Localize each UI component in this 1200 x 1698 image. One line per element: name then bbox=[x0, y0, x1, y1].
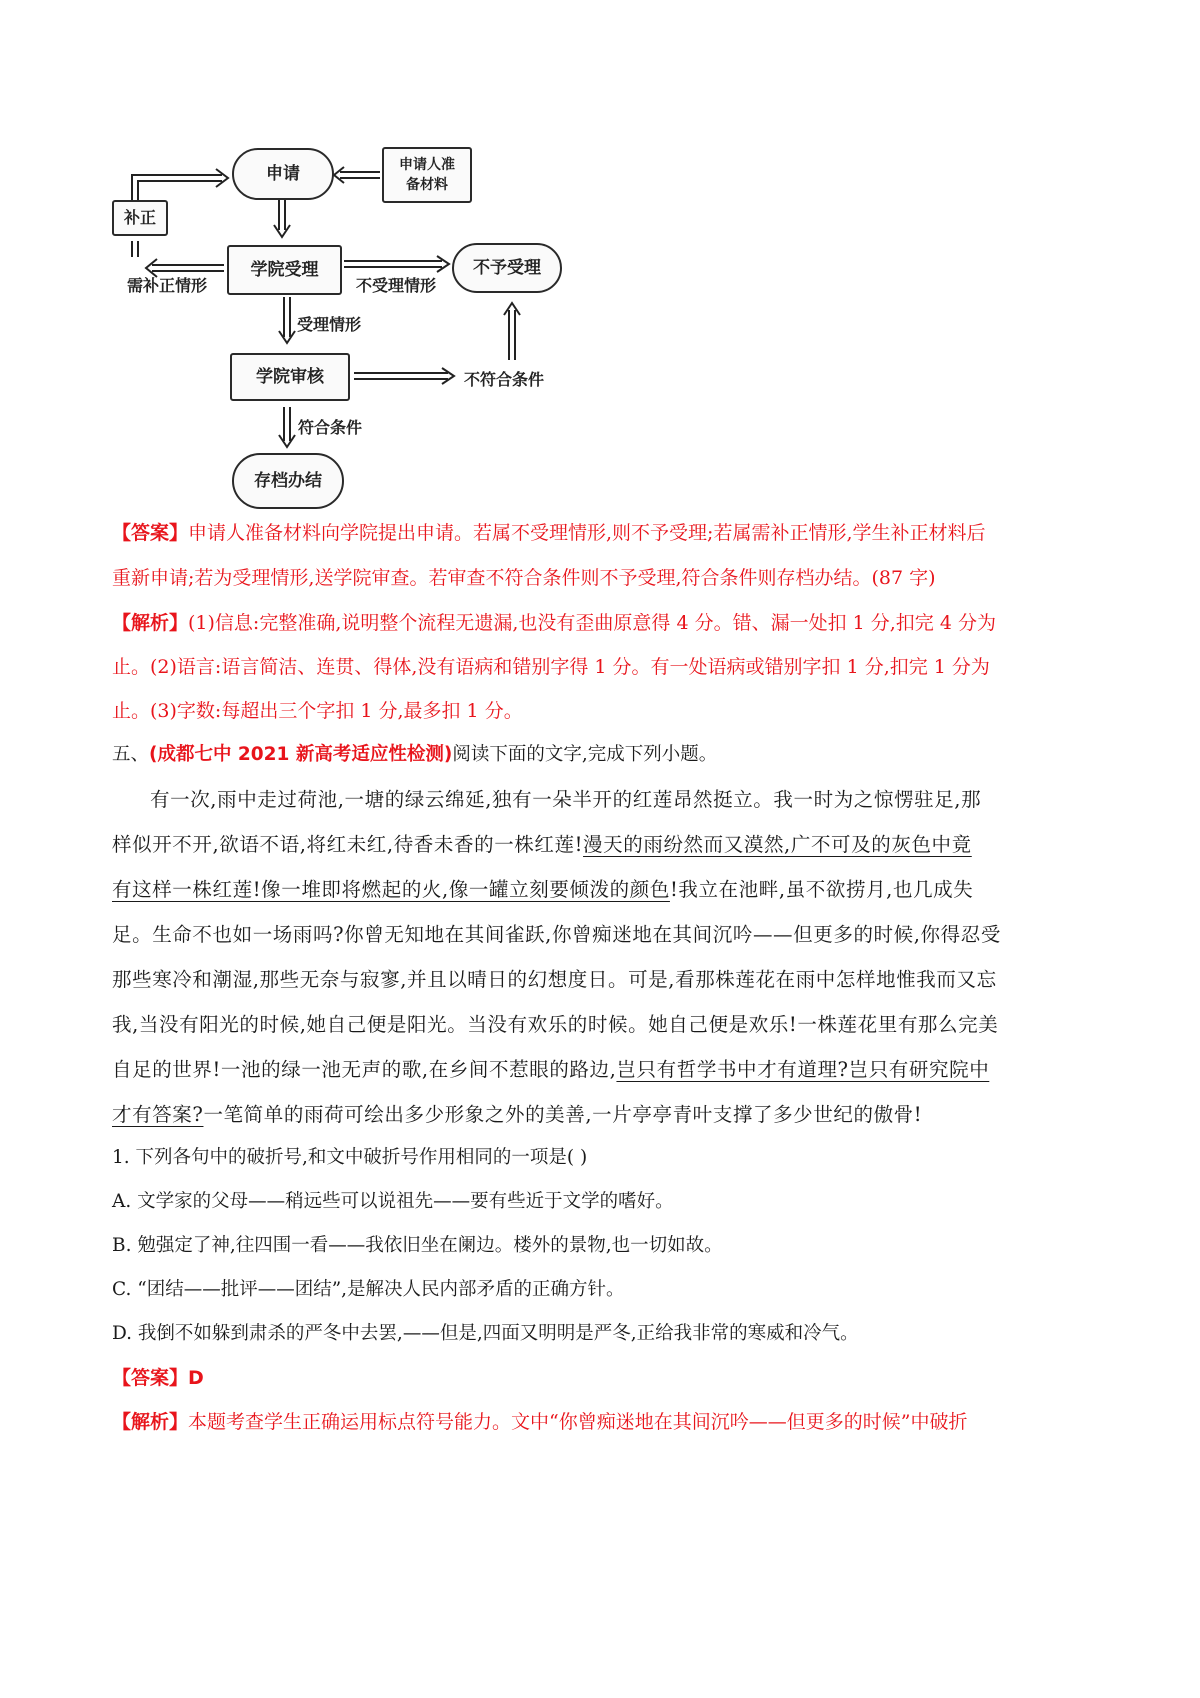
analysis2-line bbox=[112, 1407, 967, 1434]
passage-line-1: 有一次,雨中走过荷池,一塘的绿云绵延,独有一朵半开的红莲昂然挺立。我一时为之惊愣驻足,那 bbox=[150, 788, 982, 811]
option-d: D. 我倒不如躲到肃杀的严冬中去罢,——但是,四面又明明是严冬,正给我非常的寒威和冷气。 bbox=[112, 1323, 859, 1344]
node-prepare-materials bbox=[382, 147, 472, 203]
node-correct: 补正 bbox=[112, 200, 168, 236]
label-not-qualified: 不符合条件 bbox=[464, 370, 545, 389]
answer-line-1 bbox=[112, 518, 986, 545]
arrow-review-to-archive bbox=[279, 407, 295, 447]
node-prepare-line1: 申请人准 bbox=[399, 156, 455, 173]
arrow-correct-up bbox=[132, 241, 138, 257]
arrow-notqualified-to-reject bbox=[504, 303, 520, 360]
passage-l2b-underlined: 漫天的雨纷然而又漠然,广不可及的灰色中竟 bbox=[583, 833, 972, 856]
answer2-line bbox=[112, 1363, 204, 1390]
section-source: (成都七中 2021 新高考适应性检测) bbox=[149, 744, 453, 765]
analysis2-text: 本题考查学生正确运用标点符号能力。文中“你曾痴迷地在其间沉吟——但更多的时候”中破折 bbox=[188, 1411, 968, 1433]
label-not-accept: 不受理情形 bbox=[356, 276, 437, 295]
arrow-accept-to-reject bbox=[344, 256, 449, 272]
option-b: B. 勉强定了神,往四围一看——我依旧坐在阑边。楼外的景物,也一切如故。 bbox=[112, 1235, 723, 1256]
answer-tag: 【答案】 bbox=[112, 522, 189, 544]
node-review: 学院审核 bbox=[230, 353, 350, 401]
arrow-accept-to-review bbox=[279, 297, 295, 343]
option-c: C. “团结——批评——团结”,是解决人民内部矛盾的正确方针。 bbox=[112, 1279, 625, 1300]
analysis-text-1: (1)信息:完整准确,说明整个流程无遗漏,也没有歪曲原意得 4 分。错、漏一处扣 1 分,扣完 4 分为 bbox=[188, 612, 996, 634]
passage-line-5: 那些寒冷和潮湿,那些无奈与寂寥,并且以晴日的幻想度日。可是,看那株莲花在雨中怎样地惟我而又忘 bbox=[112, 968, 997, 991]
passage-l3a-underlined: 有这样一株红莲!像一堆即将燃起的火,像一罐立刻要倾泼的颜色 bbox=[112, 878, 670, 901]
passage-line-6: 我,当没有阳光的时候,她自己便是阳光。当没有欢乐的时候。她自己便是欢乐!一株莲花里有那么完美 bbox=[112, 1013, 999, 1036]
label-need-correct: 需补正情形 bbox=[127, 276, 208, 295]
analysis2-tag: 【解析】 bbox=[112, 1411, 189, 1433]
section-heading bbox=[112, 740, 717, 766]
node-accept: 学院受理 bbox=[227, 245, 342, 295]
passage-l8a-underlined: 才有答案? bbox=[112, 1103, 204, 1126]
question-stem: 1. 下列各句中的破折号,和文中破折号作用相同的一项是( ) bbox=[112, 1147, 588, 1168]
section-instruction: 阅读下面的文字,完成下列小题。 bbox=[452, 744, 718, 765]
answer2-value: D bbox=[188, 1367, 204, 1389]
analysis-tag: 【解析】 bbox=[112, 612, 189, 634]
answer2-tag: 【答案】 bbox=[112, 1367, 189, 1389]
passage-line-8 bbox=[112, 1099, 922, 1127]
passage-l3b: !我立在池畔,虽不欲捞月,也几成失 bbox=[669, 878, 974, 901]
node-reject: 不予受理 bbox=[452, 243, 562, 293]
analysis-line-2: 止。(2)语言:语言简洁、连贯、得体,没有语病和错别字得 1 分。有一处语病或错别字扣 1 分,扣完 1 分为 bbox=[112, 656, 990, 678]
flowchart bbox=[112, 145, 612, 545]
passage-l2a: 样似开不开,欲语不语,将红未红,待香未香的一株红莲! bbox=[112, 833, 584, 856]
label-qualified: 符合条件 bbox=[298, 418, 363, 437]
arrow-apply-to-accept bbox=[274, 200, 290, 237]
node-apply: 申请 bbox=[232, 148, 334, 200]
flowchart-arrows bbox=[112, 145, 612, 545]
analysis-line-3: 止。(3)字数:每超出三个字扣 1 分,最多扣 1 分。 bbox=[112, 700, 523, 722]
passage-line-3 bbox=[112, 874, 973, 902]
passage-line-4: 足。生命不也如一场雨吗?你曾无知地在其间雀跃,你曾痴迷地在其间沉吟——但更多的时候,你得忍受 bbox=[112, 923, 1001, 946]
node-prepare-line2: 备材料 bbox=[406, 177, 448, 193]
passage-l7a: 自足的世界!一池的绿一池无声的歌,在乡间不惹眼的路边, bbox=[112, 1058, 617, 1081]
passage-l7b-underlined: 岂只有哲学书中才有道理?岂只有研究院中 bbox=[616, 1058, 990, 1081]
option-a: A. 文学家的父母——稍远些可以说祖先——要有些近于文学的嗜好。 bbox=[112, 1191, 674, 1212]
passage-line-2 bbox=[112, 829, 972, 857]
passage-line-7 bbox=[112, 1054, 989, 1082]
section-number: 五、 bbox=[112, 744, 150, 765]
answer-line-2: 重新申请;若为受理情形,送学院审查。若审查不符合条件则不予受理,符合条件则存档办结。(87 字) bbox=[112, 567, 936, 589]
arrow-review-to-notqualified bbox=[354, 368, 454, 384]
analysis-line-1 bbox=[112, 608, 996, 635]
passage-l8b: 一笔简单的雨荷可绘出多少形象之外的美善,一片亭亭青叶支撑了多少世纪的傲骨! bbox=[203, 1103, 923, 1126]
label-accept-case: 受理情形 bbox=[297, 315, 362, 334]
node-archive: 存档办结 bbox=[232, 453, 344, 509]
answer-text-1: 申请人准备材料向学院提出申请。若属不受理情形,则不予受理;若属需补正情形,学生补正材料后 bbox=[188, 522, 986, 544]
arrow-prepare-to-apply bbox=[334, 167, 380, 183]
